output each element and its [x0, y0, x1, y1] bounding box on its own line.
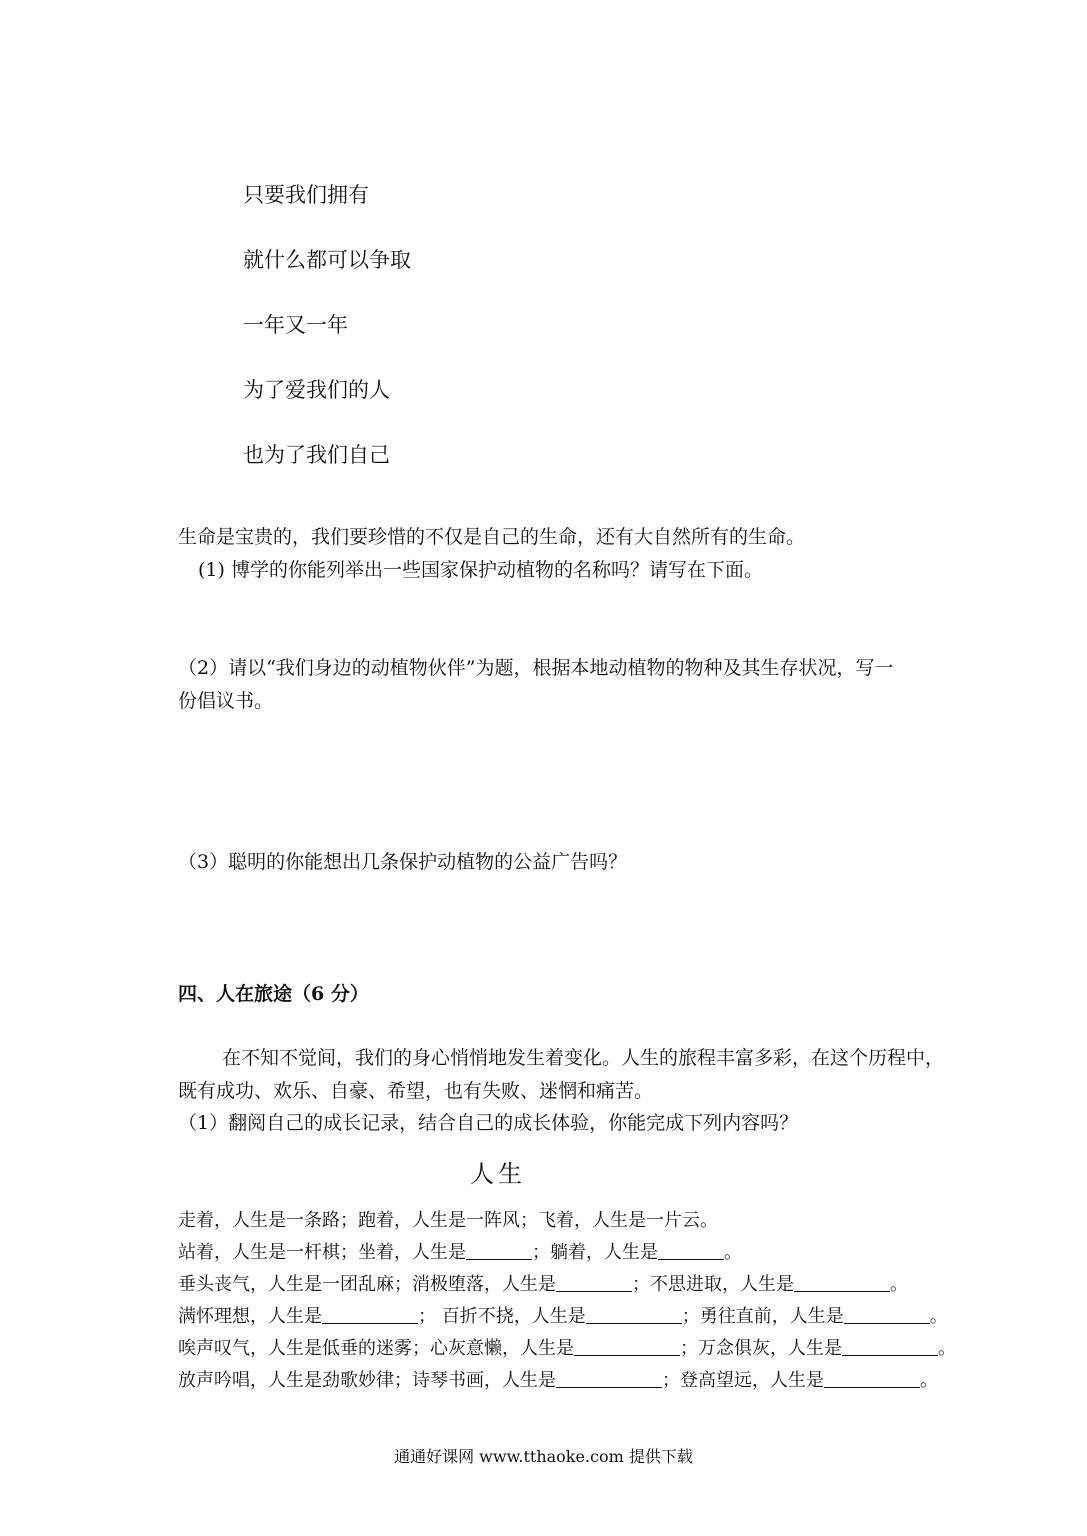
- fill-line-text: 唉声叹气，人生是低垂的迷雾；心灰意懒，人生是: [178, 1338, 574, 1359]
- section4-para-line2: 既有成功、欢乐、自豪、希望，也有失败、迷惘和痛苦。: [178, 1080, 654, 1102]
- section3-q2-line2: 份倡议书。: [178, 690, 274, 712]
- fill-line-text: 满怀理想，人生是: [178, 1306, 322, 1327]
- fill-line: [178, 1237, 742, 1269]
- answer-blank[interactable]: [794, 1271, 890, 1292]
- section3-q3: （3）聪明的你能想出几条保护动植物的公益广告吗？: [178, 851, 628, 873]
- answer-blank[interactable]: [658, 1239, 724, 1260]
- fill-line: [178, 1269, 908, 1301]
- answer-blank[interactable]: [466, 1239, 532, 1260]
- section3-intro: 生命是宝贵的，我们要珍惜的不仅是自己的生命，还有大自然所有的生命。: [178, 526, 806, 548]
- answer-blank[interactable]: [574, 1335, 680, 1356]
- section3-q1: (1) 博学的你能列举出一些国家保护动植物的名称吗？请写在下面。: [198, 559, 763, 581]
- fill-line-text: 。: [929, 1306, 948, 1327]
- fill-line-text: ；万念俱灰，人生是: [680, 1338, 842, 1359]
- answer-blank[interactable]: [586, 1303, 682, 1324]
- poem-line: 也为了我们自己: [243, 443, 390, 467]
- poem-line: 一年又一年: [243, 313, 348, 337]
- fill-line-text: ；不思进取，人生是: [632, 1274, 794, 1295]
- footer-source: 通通好课网 www.tthaoke.com 提供下载: [394, 1447, 693, 1466]
- answer-blank[interactable]: [842, 1335, 938, 1356]
- poem-line: 为了爱我们的人: [243, 378, 390, 402]
- fill-line-text: 垂头丧气，人生是一团乱麻；消极堕落，人生是: [178, 1274, 556, 1295]
- fill-line: [178, 1333, 956, 1365]
- fill-line: [178, 1365, 938, 1397]
- fill-line: [178, 1205, 718, 1237]
- answer-blank[interactable]: [322, 1303, 418, 1324]
- answer-blank[interactable]: [844, 1303, 930, 1324]
- fill-line-text: 放声吟唱，人生是劲歌妙律；诗琴书画，人生是: [178, 1370, 556, 1391]
- fill-line-text: 。: [890, 1274, 908, 1295]
- fill-line-text: ；登高望远，人生是: [662, 1370, 824, 1391]
- section4-heading: 四、人在旅途（6 分）: [178, 983, 369, 1005]
- fill-line-text: ； 百折不挠，人生是: [418, 1306, 586, 1327]
- answer-blank[interactable]: [824, 1367, 920, 1388]
- poem-line: 只要我们拥有: [243, 183, 369, 207]
- answer-blank[interactable]: [556, 1367, 662, 1388]
- fill-line-text: 。: [938, 1338, 956, 1359]
- fill-line-text: 走着，人生是一条路；跑着，人生是一阵风；飞着，人生是一片云。: [178, 1210, 718, 1231]
- fill-line-text: 。: [920, 1370, 938, 1391]
- fill-line: [178, 1301, 948, 1333]
- fill-line-text: ；勇往直前，人生是: [681, 1306, 844, 1327]
- fill-line-text: 站着，人生是一杆棋；坐着，人生是: [178, 1242, 466, 1263]
- fill-line-text: 。: [724, 1242, 742, 1263]
- section4-q1: （1）翻阅自己的成长记录，结合自己的成长体验，你能完成下列内容吗？: [178, 1112, 799, 1134]
- poem-title: 人生: [470, 1160, 526, 1188]
- answer-blank[interactable]: [556, 1271, 632, 1292]
- section4-para-line1: 在不知不觉间，我们的身心悄悄地发生着变化。人生的旅程丰富多彩，在这个历程中，: [222, 1047, 945, 1069]
- fill-line-text: ；躺着，人生是: [532, 1242, 658, 1263]
- poem-line: 就什么都可以争取: [243, 248, 411, 272]
- section3-q2-line1: （2）请以“我们身边的动植物伙伴”为题，根据本地动植物的物种及其生存状况，写一: [178, 657, 894, 679]
